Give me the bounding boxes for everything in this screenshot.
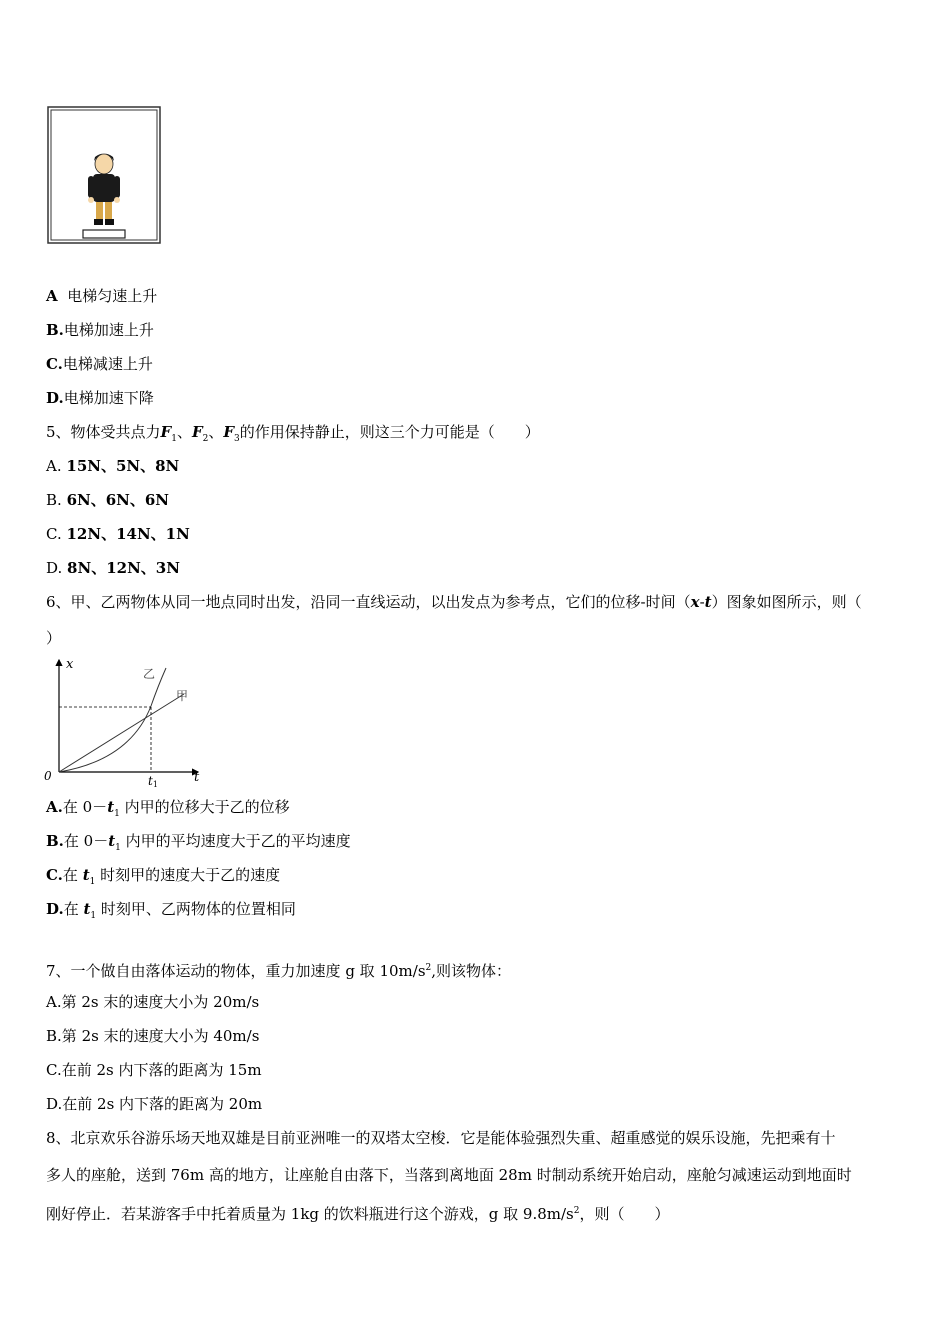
x-axis-label: x [66,657,74,672]
option-q4-d: D.电梯加速下降 [46,389,154,407]
option-q4-c: C.电梯减速上升 [46,355,153,373]
line-jia [59,694,184,772]
option-q5-b: B. 6N、6N、6N [46,491,170,509]
option-q5-c: C. 12N、14N、1N [46,525,190,543]
option-q4-b: B.电梯加速上升 [46,321,154,339]
label-t1: t1 [148,774,158,788]
question-8-line-1: 8、北京欢乐谷游乐场天地双雄是目前亚洲唯一的双塔太空梭．它是能体验强烈失重、超重感觉的娱乐设施，先把乘有十 [46,1129,836,1147]
elevator-figure [47,106,161,244]
question-7-stem: 7、一个做自由落体运动的物体，重力加速度 g 取 $10m/s^2$,则该物体： [46,962,512,980]
option-q5-d: D. 8N、12N、3N [46,559,180,577]
question-5-stem: 5、物体受共点力$F_1$、$F_2$、$F_3$的作用保持静止，则这三个力可能是（ ） [46,423,540,444]
question-8-line-2: 多人的座舱，送到 76m 高的地方，让座舱自由落下，当落到离地面 28m 时制动系统开始启动，座舱匀减速运动到地面时 [46,1166,852,1184]
option-q6-c: C.在 $t_1$ 时刻甲的速度大于乙的速度 [46,866,281,887]
question-6-stem: 6、甲、乙两物体从同一地点同时出发，沿同一直线运动，以出发点为参考点，它们的位移-时间（x-t）图象如图所示，则（ [46,593,862,611]
question-6-stem-cont: ） [46,629,62,647]
label-jia: 甲 [176,689,189,703]
origin-label: 0 [44,769,52,783]
option-q6-b: B.在 $0-t_1$ 内甲的平均速度大于乙的平均速度 [46,832,351,853]
option-q6-d: D.在 $t_1$ 时刻甲、乙两物体的位置相同 [46,900,296,921]
option-q6-a: A.在 $0-t_1$ 内甲的位移大于乙的位移 [46,798,290,819]
t-axis-label: t [194,770,200,785]
xt-graph [40,654,210,788]
option-q7-b: B.第 2s 末的速度大小为 40m/s [46,1027,260,1045]
label-yi: 乙 [143,667,156,681]
option-q7-c: C.在前 2s 内下落的距离为 15m [46,1061,262,1079]
option-q5-a: A. 15N、5N、8N [46,457,180,475]
option-q7-a: A.第 2s 末的速度大小为 20m/s [46,993,260,1011]
option-q7-d: D.在前 2s 内下落的距离为 20m [46,1095,263,1113]
curve-yi [59,668,166,772]
option-q4-a: A 电梯匀速上升 [46,287,158,305]
question-8-line-3: 刚好停止．若某游客手中托着质量为 1kg 的饮料瓶进行这个游戏，g 取 $9.8m/s^2$，则（ ） [46,1205,670,1223]
